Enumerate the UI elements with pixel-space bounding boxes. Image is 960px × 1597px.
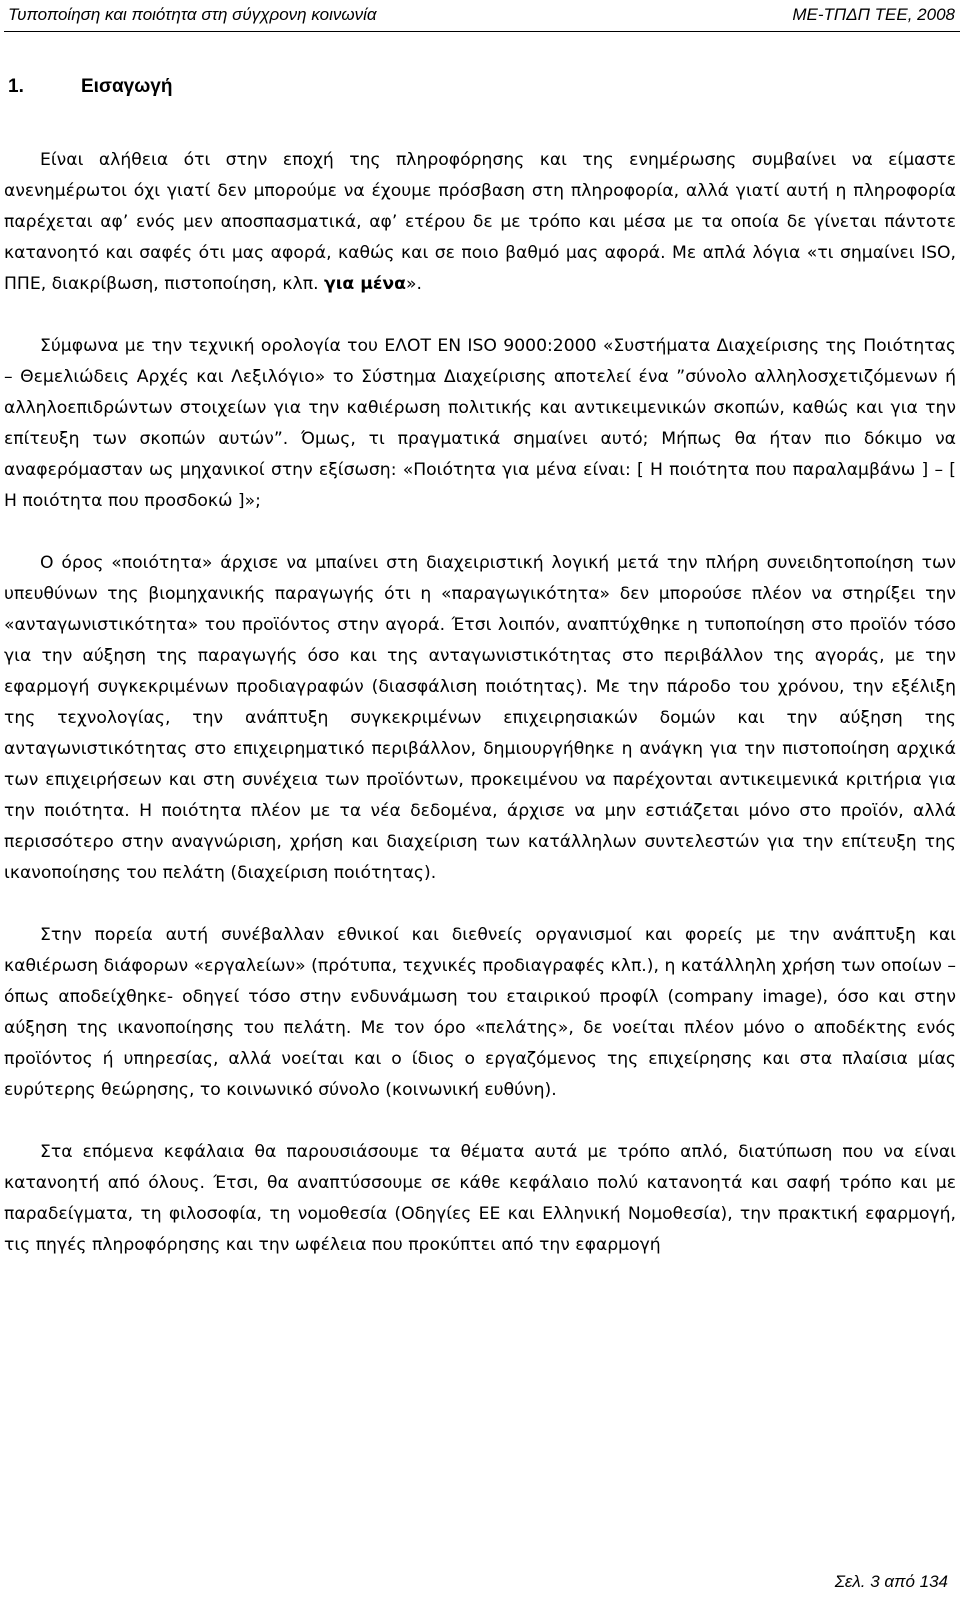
- header-divider: [4, 31, 960, 32]
- section-number: 1.: [8, 76, 24, 97]
- section-heading: [8, 76, 172, 98]
- paragraph-5: Στα επόμενα κεφάλαια θα παρουσιάσουμε τα θέματα αυτά με τρόπο απλό, διατύπωση που να είναι κατανοητή από όλους. Έτσι, θα αναπτύσσουμε σε κάθε κεφάλαιο πολύ κατανοητά και σαφή τρόπο και με παραδείγματα, τη φιλοσοφία, τη νομοθεσία (Οδηγίες ΕΕ και Ελληνική Νομοθεσία), την πρακτική εφαρμογή, τις πηγές πληροφόρησης και την ωφέλεια που προκύπτει από την εφαρμογή: [4, 1142, 956, 1255]
- paragraph-1-end: ».: [405, 274, 422, 294]
- header-document-title: Τυποποίηση και ποιότητα στη σύγχρονη κοινωνία: [8, 5, 377, 24]
- paragraph-4: Στην πορεία αυτή συνέβαλλαν εθνικοί και διεθνείς οργανισμοί και φορείς με την ανάπτυξη και καθιέρωση διάφορων «εργαλείων» (πρότυπα, τεχνικές προδιαγραφές κλπ.), η κατάλληλη χρήση των οποίων –όπως αποδείχθηκε- οδηγεί τόσο στην ενδυνάμωση του εταιρικού προφίλ (company image), όσο και στην αύξηση της ικανοποίησης του πελάτη. Με τον όρο «πελάτης», δε νοείται πλέον μόνο ο αποδέκτης ενός προϊόντος ή υπηρεσίας, αλλά νοείται και ο ίδιος ο εργαζόμενος της επιχείρησης και στα πλαίσια μίας ευρύτερης θεώρησης, το κοινωνικό σύνολο (κοινωνική ευθύνη).: [4, 925, 956, 1100]
- paragraph-1-text: Είναι αλήθεια ότι στην εποχή της πληροφόρησης και της ενημέρωσης συμβαίνει να είμαστε ανενημέρωτοι όχι γιατί δεν μπορούμε να έχουμε πρόσβαση στη πληροφορία, αλλά γιατί αυτή η πληροφορία παρέχεται αφ’ ενός μεν αποσπασματικά, αφ’ ετέρου δε με τρόπο και μέσα με τα οποία δε γίνεται πάντοτε κατανοητό και σαφές ότι μας αφορά, καθώς και σε ποιο βαθμό μας αφορά. Με απλά λόγια «τι σημαίνει ISO, ΠΠΕ, διακρίβωση, πιστοποίηση, κλπ.: [4, 150, 956, 294]
- paragraph-3: Ο όρος «ποιότητα» άρχισε να μπαίνει στη διαχειριστική λογική μετά την πλήρη συνειδητοποίηση των υπευθύνων της βιομηχανικής παραγωγής ότι η «παραγωγικότητα» δεν μπορούσε πλέον να στηρίξει την «ανταγωνιστικότητα» του προϊόντος στην αγορά. Έτσι λοιπόν, αναπτύχθηκε η τυποποίηση στο προϊόν τόσο για την αύξηση της παραγωγής όσο και της ανταγωνιστικότητας στο περιβάλλον της αγοράς, με την εφαρμογή συγκεκριμένων προδιαγραφών (διασφάλιση ποιότητας). Με την πάροδο του χρόνου, την εξέλιξη της τεχνολογίας, την ανάπτυξη συγκεκριμένων επιχειρησιακών δομών και την αύξηση της ανταγωνιστικότητας στο επιχειρηματικό περιβάλλον, δημιουργήθηκε η ανάγκη για την πιστοποίηση αρχικά των επιχειρήσεων και στη συνέχεια των προϊόντων, προκειμένου να παρέχονται αντικειμενικά κριτήρια για την ποιότητα. Η ποιότητα πλέον με τα νέα δεδομένα, άρχισε να μην εστιάζεται μόνο στο προϊόν, αλλά περισσότερο στην αναγνώριση, χρήση και διαχείριση των κατάλληλων συντελεστών για την επίτευξη της ικανοποίησης του πελάτη (διαχείριση ποιότητας).: [4, 553, 956, 883]
- page-header: [4, 0, 960, 40]
- paragraph-2: Σύμφωνα με την τεχνική ορολογία του ΕΛΟΤ EN ISO 9000:2000 «Συστήματα Διαχείρισης της Ποιότητας – Θεμελιώδεις Αρχές και Λεξιλόγιο» το Σύστημα Διαχείρισης αποτελεί ένα ”σύνολο αλληλοσχετιζόμενων ή αλληλοεπιδρώντων στοιχείων για την καθιέρωση πολιτικής και αντικειμενικών σκοπών, καθώς και για την επίτευξη των σκοπών αυτών”. Όμως, τι πραγματικά σημαίνει αυτό; Μήπως θα ήταν πιο δόκιμο να αναφερόμασταν ως μηχανικοί στην εξίσωση: «Ποιότητα για μένα είναι: [ Η ποιότητα που παραλαμβάνω ] – [ Η ποιότητα που προσδοκώ ]»;: [4, 336, 956, 511]
- paragraph-1-emphasis: για μένα: [324, 274, 406, 294]
- page-number: Σελ. 3 από 134: [834, 1572, 948, 1591]
- paragraph-1: [4, 145, 956, 300]
- header-publisher: ΜΕ-ΤΠΔΠ ΤΕΕ, 2008: [792, 5, 955, 24]
- document-body: [4, 145, 956, 1261]
- section-title: Εισαγωγή: [81, 76, 173, 97]
